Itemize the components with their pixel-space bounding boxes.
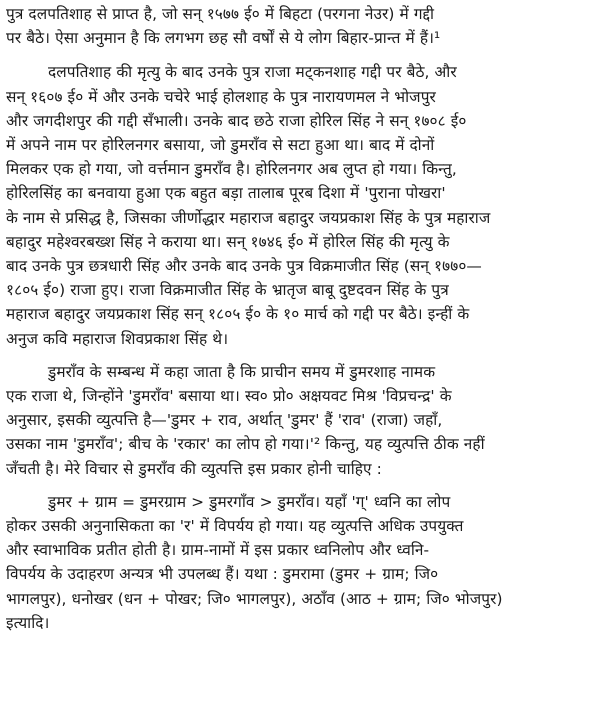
text-line: एक राजा थे, जिन्होंने 'डुमराँव' बसाया था। स्व० प्रो० अक्षयवट मिश्र 'विप्रचन्द्र' के [6,387,452,406]
text-line: के नाम से प्रसिद्ध है, जिसका जीर्णोद्धार महाराज बहादुर जयप्रकाश सिंह के पुत्र महाराज [6,208,491,227]
paragraph-etymology [6,490,594,635]
text-line: मिलकर एक हो गया, जो वर्त्तमान डुमराँव है। होरिलनगर अब लुप्त हो गया। किन्तु, [6,160,457,179]
document-page [6,2,594,635]
text-line: पर बैठे। ऐसा अनुमान है कि लगभग छह सौ वर्षों से ये लोग बिहार-प्रान्त में हैं।¹ [6,29,441,48]
paragraph-dynasty-history [6,60,594,350]
text-line: अनुसार, इसकी व्युत्पत्ति है—'डुमर + राव, अर्थात् 'डुमर' हैं 'राव' (राजा) जहाँ, [6,411,443,430]
text-line: इत्यादि। [6,613,50,632]
text-line: भागलपुर), धनोखर (धन + पोखर; जि० भागलपुर), अठाँव (आठ + ग्राम; जि० भोजपुर) [6,589,503,608]
paragraph-dumraon-name-origin [6,360,594,481]
text-line: डुमर + ग्राम = डुमरग्राम > डुमरगाँव > डुमराँव। यहाँ 'ग्' ध्वनि का लोप [48,492,451,511]
text-line: बाद उनके पुत्र छत्रधारी सिंह और उनके बाद उनके पुत्र विक्रमाजीत सिंह (सन् १७७०— [6,257,482,276]
text-line: में अपने नाम पर होरिलनगर बसाया, जो डुमराँव से सटा हुआ था। बाद में दोनों [6,136,435,155]
text-line: जँचती है। मेरे विचार से डुमराँव की व्युत्पत्ति इस प्रकार होनी चाहिए : [6,459,382,478]
text-line: विपर्यय के उदाहरण अन्यत्र भी उपलब्ध हैं। यथा : डुमरामा (डुमर + ग्राम; जि० [6,565,439,584]
text-line: होकर उसकी अनुनासिकता का 'र' में विपर्यय हो गया। यह व्युत्पत्ति अधिक उपयुक्त [6,517,464,536]
text-line: अनुज कवि महाराज शिवप्रकाश सिंह थे। [6,329,229,348]
text-line: डुमराँव के सम्बन्ध में कहा जाता है कि प्राचीन समय में डुमरशाह नामक [48,362,436,381]
text-line: और स्वाभाविक प्रतीत होती है। ग्राम-नामों में इस प्रकार ध्वनिलोप और ध्वनि- [6,541,430,560]
text-line: बहादुर महेश्वरबख्श सिंह ने कराया था। सन् १७४६ ई० में होरिल सिंह की मृत्यु के [6,232,450,251]
paragraph-dalpatishah-origin [6,2,594,50]
text-line: उसका नाम 'डुमराँव'; बीच के 'रकार' का लोप हो गया।'² किन्तु, यह व्युत्पत्ति ठीक नहीं [6,435,485,454]
text-line: और जगदीशपुर की गद्दी सँभाली। उनके बाद छठे राजा होरिल सिंह ने सन् १७०८ ई० [6,111,467,130]
text-line: पुत्र दलपतिशाह से प्राप्त है, जो सन् १५७७ ई० में बिहटा (परगना नेउर) में गद्दी [6,5,435,23]
text-line: सन् १६०७ ई० में और उनके चचेरे भाई होलशाह के पुत्र नारायणमल ने भोजपुर [6,87,436,106]
text-line: १८०५ ई०) राजा हुए। राजा विक्रमाजीत सिंह के भ्रातृज बाबू दुष्टदवन सिंह के पुत्र [6,281,449,300]
text-line: होरिलसिंह का बनवाया हुआ एक बहुत बड़ा तालाब पूरब दिशा में 'पुराना पोखरा' [6,184,446,203]
text-line: महाराज बहादुर जयप्रकाश सिंह सन् १८०५ ई० के १० मार्च को गद्दी पर बैठे। इन्हीं के [6,305,470,324]
text-line: दलपतिशाह की मृत्यु के बाद उनके पुत्र राजा मट्कनशाह गद्दी पर बैठे, और [48,63,457,82]
